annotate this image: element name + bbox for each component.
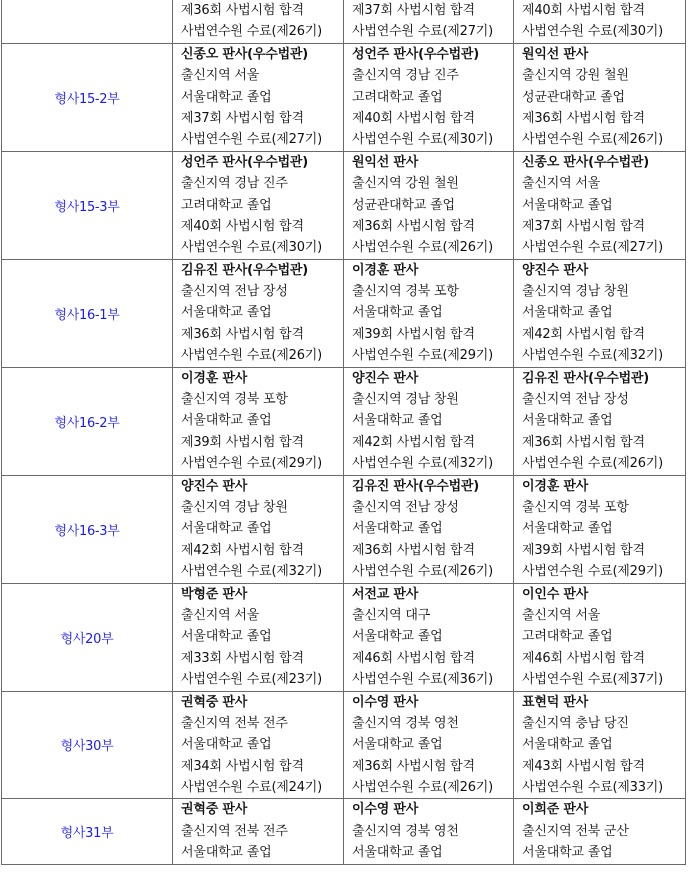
judge-school: 서울대학교 졸업: [522, 197, 613, 213]
judge-school: 서울대학교 졸업: [181, 845, 272, 861]
division-name: [2, 0, 173, 43]
division-name: 형사15-3부: [2, 151, 173, 259]
judge-training: 사법연수원 수료(제32기): [352, 456, 494, 472]
judge-school: 성균관대학교 졸업: [352, 197, 455, 213]
judge-name: 원익선 판사: [352, 154, 419, 170]
judge-school: 서울대학교 졸업: [352, 629, 443, 645]
judge-origin: 출신지역 전북 전주: [181, 823, 288, 839]
judge-exam: 제36회 사법시험 합격: [522, 110, 645, 126]
judge-origin: 출신지역 경북 영천: [352, 823, 459, 839]
judge-school: 서울대학교 졸업: [181, 413, 272, 429]
judge-cell: [173, 367, 344, 475]
judge-school: 서울대학교 졸업: [352, 413, 443, 429]
judge-school: 서울대학교 졸업: [181, 89, 272, 105]
judge-name: 이경훈 판사: [352, 262, 419, 278]
judge-training: 사법연수원 수료(제26기): [181, 24, 323, 40]
judge-origin: 출신지역 전북 전주: [181, 715, 288, 731]
judge-school: 서울대학교 졸업: [352, 305, 443, 321]
judge-exam: 제46회 사법시험 합격: [522, 650, 645, 666]
judge-exam: 제42회 사법시험 합격: [522, 326, 645, 342]
judge-exam: 제39회 사법시험 합격: [181, 434, 304, 450]
judge-exam: 제40회 사법시험 합격: [352, 110, 475, 126]
judge-name: 신종오 판사(우수법관): [181, 46, 309, 62]
judge-cell: [344, 43, 514, 151]
judge-school: 서울대학교 졸업: [181, 737, 272, 753]
judge-cell: [173, 0, 344, 43]
judge-origin: 출신지역 강원 철원: [522, 68, 629, 84]
judge-name: 이경훈 판사: [522, 478, 589, 494]
judge-exam: 제33회 사법시험 합격: [181, 650, 304, 666]
judge-name: 표현덕 판사: [522, 694, 589, 710]
division-name: 형사16-1부: [2, 259, 173, 367]
judge-exam: 제37회 사법시험 합격: [352, 3, 475, 18]
judge-training: 사법연수원 수료(제37기): [522, 672, 664, 688]
judge-origin: 출신지역 경북 포항: [522, 499, 629, 515]
judge-training: 사법연수원 수료(제27기): [352, 24, 494, 40]
judge-origin: 출신지역 전남 장성: [352, 499, 459, 515]
judge-school: 고려대학교 졸업: [522, 629, 613, 645]
judge-name: 이경훈 판사: [181, 370, 248, 386]
judge-training: 사법연수원 수료(제26기): [352, 780, 494, 796]
judge-name: 양진수 판사: [352, 370, 419, 386]
judge-cell: [514, 475, 686, 583]
judge-exam: 제36회 사법시험 합격: [352, 542, 475, 558]
judge-cell: [344, 259, 514, 367]
judge-school: 서울대학교 졸업: [522, 305, 613, 321]
judge-training: 사법연수원 수료(제26기): [352, 564, 494, 580]
judge-cell: [514, 799, 686, 864]
judge-assignment-table: [1, 0, 686, 865]
judge-cell: [344, 367, 514, 475]
judge-cell: [514, 691, 686, 799]
judge-cell: [514, 583, 686, 691]
judge-exam: 제42회 사법시험 합격: [181, 542, 304, 558]
judge-training: 사법연수원 수료(제26기): [181, 348, 323, 364]
judge-exam: 제40회 사법시험 합격: [522, 3, 645, 18]
judge-training: 사법연수원 수료(제26기): [522, 132, 664, 148]
judge-cell: [344, 583, 514, 691]
judge-origin: 출신지역 서울: [181, 607, 260, 623]
judge-name: 양진수 판사: [522, 262, 589, 278]
judge-cell: [344, 691, 514, 799]
table-row: [2, 691, 686, 799]
judge-name: 성언주 판사(우수법관): [181, 154, 309, 170]
judge-school: 고려대학교 졸업: [352, 89, 443, 105]
judge-cell: [173, 799, 344, 864]
judge-cell: [173, 583, 344, 691]
judge-cell: [514, 259, 686, 367]
judge-training: 사법연수원 수료(제36기): [352, 672, 494, 688]
judge-exam: 제36회 사법시험 합격: [181, 3, 304, 18]
judge-origin: 출신지역 경남 창원: [522, 284, 629, 300]
judge-training: 사법연수원 수료(제32기): [522, 348, 664, 364]
judge-origin: 출신지역 전북 군산: [522, 823, 629, 839]
judge-school: 서울대학교 졸업: [352, 737, 443, 753]
judge-origin: 출신지역 경북 영천: [352, 715, 459, 731]
judge-origin: 출신지역 서울: [181, 68, 260, 84]
judge-origin: 출신지역 경남 창원: [181, 499, 288, 515]
judge-exam: 제40회 사법시험 합격: [181, 218, 304, 234]
judge-cell: [173, 151, 344, 259]
division-name: 형사16-2부: [2, 367, 173, 475]
judge-name: 원익선 판사: [522, 46, 589, 62]
judge-origin: 출신지역 충남 당진: [522, 715, 629, 731]
judge-exam: 제43회 사법시험 합격: [522, 758, 645, 774]
judge-training: 사법연수원 수료(제30기): [522, 24, 664, 40]
judge-training: 사법연수원 수료(제30기): [181, 240, 323, 256]
judge-school: 서울대학교 졸업: [522, 737, 613, 753]
judge-origin: 출신지역 서울: [522, 176, 601, 192]
judge-origin: 출신지역 경남 창원: [352, 392, 459, 408]
judge-origin: 출신지역 전남 장성: [181, 284, 288, 300]
judge-cell: [173, 259, 344, 367]
judge-training: 사법연수원 수료(제29기): [352, 348, 494, 364]
judge-training: 사법연수원 수료(제29기): [522, 564, 664, 580]
judge-name: 김유진 판사(우수법관): [352, 478, 480, 494]
judge-exam: 제46회 사법시험 합격: [352, 650, 475, 666]
judge-name: 이수영 판사: [352, 802, 419, 818]
judge-exam: 제37회 사법시험 합격: [522, 218, 645, 234]
judge-cell: [514, 367, 686, 475]
judge-name: 성언주 판사(우수법관): [352, 46, 480, 62]
table-row: [2, 0, 686, 43]
judge-training: 사법연수원 수료(제32기): [181, 564, 323, 580]
judge-exam: 제39회 사법시험 합격: [522, 542, 645, 558]
judge-name: 박형준 판사: [181, 586, 248, 602]
judge-school: 서울대학교 졸업: [181, 305, 272, 321]
judge-training: 사법연수원 수료(제27기): [181, 132, 323, 148]
division-name: 형사15-2부: [2, 43, 173, 151]
judge-exam: 제42회 사법시험 합격: [352, 434, 475, 450]
judge-origin: 출신지역 서울: [522, 607, 601, 623]
division-name: 형사30부: [2, 691, 173, 799]
judge-school: 서울대학교 졸업: [352, 845, 443, 861]
judge-school: 서울대학교 졸업: [181, 521, 272, 537]
judge-origin: 출신지역 경북 포항: [181, 392, 288, 408]
judge-school: 서울대학교 졸업: [181, 629, 272, 645]
table-row: [2, 151, 686, 259]
judge-exam: 제36회 사법시험 합격: [522, 434, 645, 450]
judge-training: 사법연수원 수료(제30기): [352, 132, 494, 148]
judge-cell: [514, 151, 686, 259]
table-row: [2, 799, 686, 864]
judge-training: 사법연수원 수료(제27기): [522, 240, 664, 256]
judge-origin: 출신지역 전남 장성: [522, 392, 629, 408]
table-row: [2, 367, 686, 475]
judge-name: 서전교 판사: [352, 586, 419, 602]
judge-name: 이희준 판사: [522, 802, 589, 818]
judge-cell: [344, 799, 514, 864]
judge-exam: 제36회 사법시험 합격: [352, 758, 475, 774]
judge-exam: 제39회 사법시험 합격: [352, 326, 475, 342]
judge-cell: [344, 475, 514, 583]
table-row: [2, 259, 686, 367]
judge-training: 사법연수원 수료(제33기): [522, 780, 664, 796]
judge-origin: 출신지역 경남 진주: [181, 176, 288, 192]
judge-name: 김유진 판사(우수법관): [522, 370, 650, 386]
division-name: 형사31부: [2, 799, 173, 864]
judge-name: 이인수 판사: [522, 586, 589, 602]
judge-school: 고려대학교 졸업: [181, 197, 272, 213]
table-row: [2, 583, 686, 691]
judge-cell: [514, 43, 686, 151]
judge-school: 서울대학교 졸업: [522, 845, 613, 861]
judge-name: 권혁중 판사: [181, 802, 248, 818]
judge-cell: [344, 151, 514, 259]
judge-origin: 출신지역 대구: [352, 607, 431, 623]
judge-training: 사법연수원 수료(제23기): [181, 672, 323, 688]
judge-cell: [173, 475, 344, 583]
table-row: [2, 43, 686, 151]
judge-origin: 출신지역 경남 진주: [352, 68, 459, 84]
division-name: 형사16-3부: [2, 475, 173, 583]
judge-exam: 제37회 사법시험 합격: [181, 110, 304, 126]
judge-origin: 출신지역 강원 철원: [352, 176, 459, 192]
table-row: [2, 475, 686, 583]
judge-cell: [514, 0, 686, 43]
judge-training: 사법연수원 수료(제26기): [352, 240, 494, 256]
judge-name: 양진수 판사: [181, 478, 248, 494]
judge-school: 서울대학교 졸업: [352, 521, 443, 537]
judge-cell: [173, 691, 344, 799]
judge-name: 권혁중 판사: [181, 694, 248, 710]
judge-school: 서울대학교 졸업: [522, 521, 613, 537]
judge-cell: [344, 0, 514, 43]
judge-exam: 제34회 사법시험 합격: [181, 758, 304, 774]
judge-name: 신종오 판사(우수법관): [522, 154, 650, 170]
judge-name: 김유진 판사(우수법관): [181, 262, 309, 278]
division-name: 형사20부: [2, 583, 173, 691]
judge-name: 이수영 판사: [352, 694, 419, 710]
judge-cell: [173, 43, 344, 151]
judge-origin: 출신지역 경북 포항: [352, 284, 459, 300]
judge-training: 사법연수원 수료(제24기): [181, 780, 323, 796]
judge-training: 사법연수원 수료(제26기): [522, 456, 664, 472]
judge-training: 사법연수원 수료(제29기): [181, 456, 323, 472]
judge-school: 성균관대학교 졸업: [522, 89, 625, 105]
judge-exam: 제36회 사법시험 합격: [352, 218, 475, 234]
judge-exam: 제36회 사법시험 합격: [181, 326, 304, 342]
judge-school: 서울대학교 졸업: [522, 413, 613, 429]
